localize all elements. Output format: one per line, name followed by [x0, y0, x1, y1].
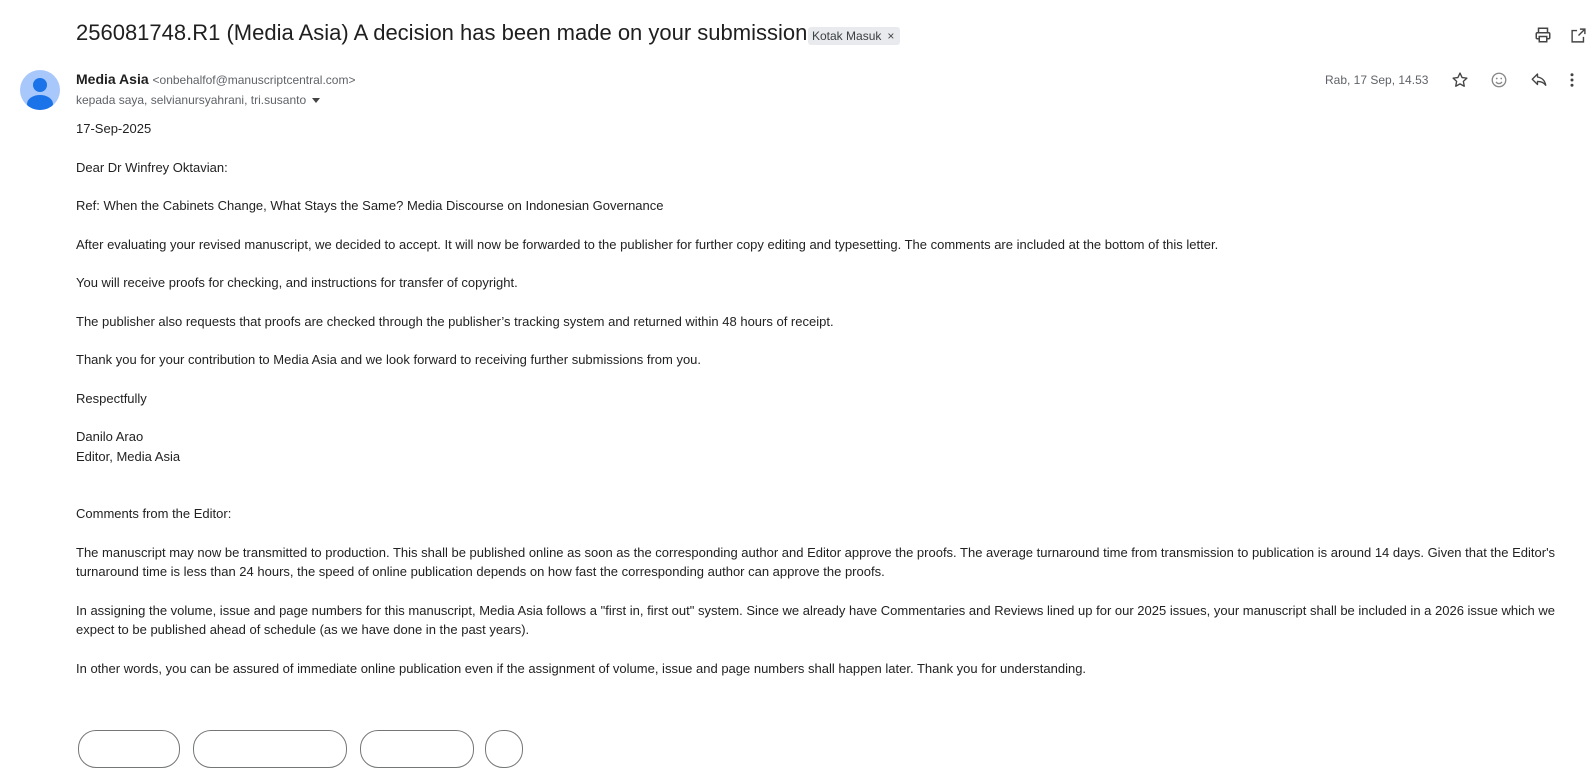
- forward-button[interactable]: [360, 730, 474, 768]
- sender-avatar[interactable]: [20, 70, 60, 110]
- email-body: [76, 119, 1556, 697]
- body-paragraph-3: The publisher also requests that proofs are checked through the publisher’s tracking system and returned within 48 hours of receipt.: [76, 313, 834, 329]
- body-paragraph-1: After evaluating your revised manuscript, we decided to accept. It will now be forwarded to the publisher for further copy editing and typesetting. The comments are included at the bottom of this letter.: [76, 236, 1219, 252]
- star-icon[interactable]: [1447, 67, 1473, 93]
- label-chip[interactable]: [808, 27, 900, 45]
- body-date: 17-Sep-2025: [76, 121, 152, 136]
- more-vertical-icon[interactable]: [1559, 67, 1585, 93]
- emoji-reaction-icon[interactable]: [1486, 67, 1512, 93]
- recipients-line: [76, 93, 320, 107]
- reply-all-button[interactable]: [193, 730, 347, 768]
- body-closing: Respectfully: [76, 390, 147, 406]
- email-subject: 256081748.R1 (Media Asia) A decision has been made on your submission: [76, 20, 808, 45]
- signature-title: Editor, Media Asia: [76, 448, 181, 464]
- body-paragraph-4: Thank you for your contribution to Media Asia and we look forward to receiving further submissions from you.: [76, 352, 702, 367]
- sender-email: <onbehalfof@manuscriptcentral.com>: [152, 73, 356, 87]
- signature-name: Danilo Arao: [76, 429, 144, 444]
- show-details-chevron-icon[interactable]: [312, 98, 320, 103]
- label-name: Kotak Masuk: [812, 29, 882, 43]
- comment-paragraph-3: In other words, you can be assured of immediate online publication even if the assignment of volume, issue and page numbers shall happen later. Thank you for understanding.: [76, 660, 1087, 676]
- comment-paragraph-2: In assigning the volume, issue and page numbers for this manuscript, Media Asia follows a "first in, first out" system. Since we already have Commentaries and Reviews lined up for our 2025 issues, your manuscript shall be included in a 2026 issue which we expect to be published ahead of schedule (as we have done in the past years).: [76, 602, 1555, 637]
- sender-line: [76, 71, 355, 87]
- person-icon: [20, 70, 60, 110]
- body-salutation: Dear Dr Winfrey Oktavian:: [76, 159, 228, 175]
- body-ref: Ref: When the Cabinets Change, What Stays the Same? Media Discourse on Indonesian Governance: [76, 198, 664, 213]
- recipients-text: kepada saya, selvianursyahrani, tri.susanto: [76, 93, 307, 107]
- printer-icon[interactable]: [1530, 22, 1556, 48]
- emoji-button[interactable]: [485, 730, 523, 768]
- body-paragraph-2: You will receive proofs for checking, and instructions for transfer of copyright.: [76, 275, 518, 290]
- remove-label-icon[interactable]: ×: [887, 29, 895, 43]
- email-date: Rab, 17 Sep, 14.53: [1325, 73, 1429, 87]
- open-in-new-window-icon[interactable]: [1565, 22, 1591, 48]
- comment-paragraph-1: The manuscript may now be transmitted to production. This shall be published online as soon as the corresponding author and Editor approve the proofs. The average turnaround time from transmission to publication is around 14 days. Given that the Editor's turnaround time is less than 24 hours, the speed of online publication depends on how fast the corresponding author can approve the proofs.: [76, 544, 1556, 579]
- comments-heading: Comments from the Editor:: [76, 506, 232, 521]
- reply-icon[interactable]: [1526, 67, 1552, 93]
- sender-name[interactable]: Media Asia: [76, 71, 149, 87]
- reply-button[interactable]: [78, 730, 180, 768]
